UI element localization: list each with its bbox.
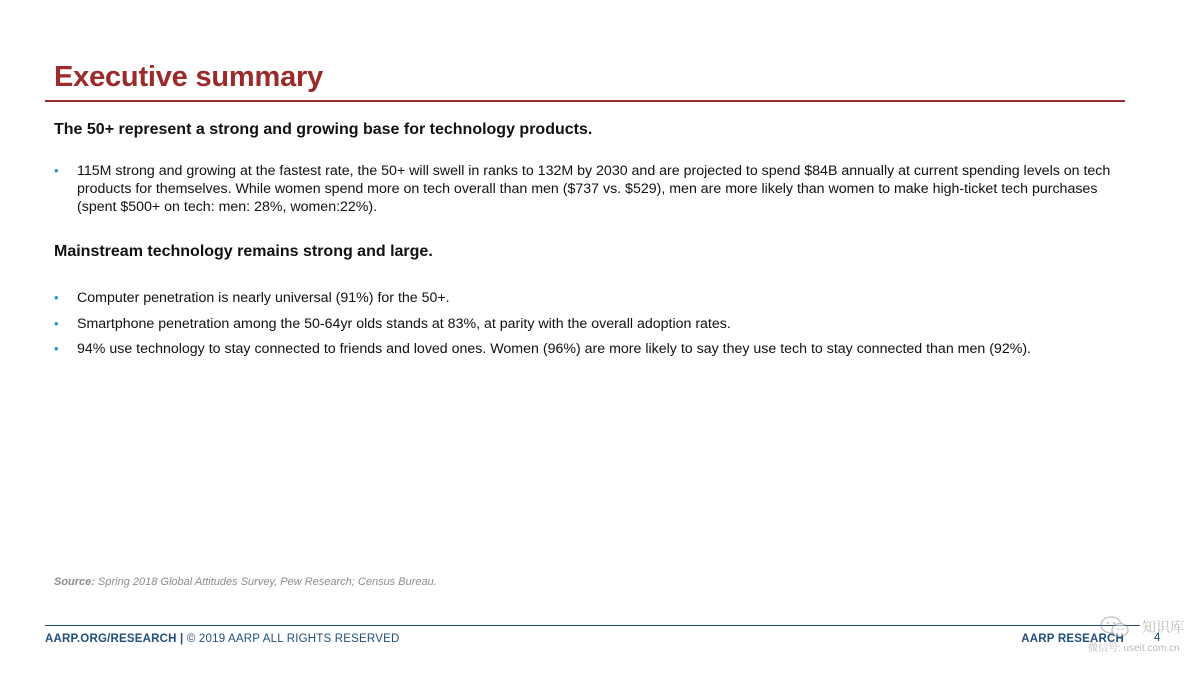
section-heading-mainstream: Mainstream technology remains strong and large. [54, 243, 433, 260]
list-item [54, 340, 1119, 358]
bullet-text: Computer penetration is nearly universal (91%) for the 50+. [77, 290, 450, 306]
wechat-icon [1100, 615, 1130, 639]
watermark [1088, 615, 1195, 655]
footer-rights: © 2019 AARP ALL RIGHTS RESERVED [186, 633, 400, 645]
watermark-title: 知识库 [1142, 619, 1184, 635]
source-text: Spring 2018 Global Attitudes Survey, Pew Research; Census Bureau. [94, 576, 437, 588]
list-item [54, 289, 1119, 307]
page-number: 4 [1154, 632, 1161, 644]
bullet-icon: • [54, 290, 59, 305]
bullet-text: 94% use technology to stay connected to friends and loved ones. Women (96%) are more likely to say they use tech to stay connected than men (92%). [77, 341, 1031, 357]
footer-separator: | [176, 633, 187, 645]
footer-site-link[interactable]: AARP.ORG/RESEARCH [45, 633, 177, 645]
bullet-icon: • [54, 341, 59, 356]
bullet-list-mainstream [54, 289, 1119, 358]
bullet-list-growth [54, 162, 1119, 216]
footer-brand: AARP RESEARCH [1021, 633, 1124, 645]
footer-left [45, 633, 399, 645]
source-note [54, 576, 437, 588]
page-title: Executive summary [54, 61, 324, 93]
bullet-icon: • [54, 163, 59, 178]
section-heading-growth: The 50+ represent a strong and growing base for technology products. [54, 121, 593, 138]
footer-divider [45, 625, 1140, 626]
list-item [54, 162, 1119, 216]
bullet-icon: • [54, 315, 59, 331]
list-item [54, 315, 1119, 333]
bullet-text: 115M strong and growing at the fastest rate, the 50+ will swell in ranks to 132M by 2030 and are projected to spend $84B annually at current spending levels on tech products for themselves. While women spend more on tech overall than men ($737 vs. $529), men are more likely than women to make high-ticket tech purchases (spent $500+ on tech: men: 28%, women:22%). [77, 163, 1111, 215]
title-divider [45, 100, 1125, 102]
bullet-text: Smartphone penetration among the 50-64yr olds stands at 83%, at parity with the overall adoption rates. [77, 315, 731, 332]
watermark-subtitle: 微信号: useit.com.cn [1088, 643, 1180, 654]
source-label: Source: [54, 576, 95, 588]
